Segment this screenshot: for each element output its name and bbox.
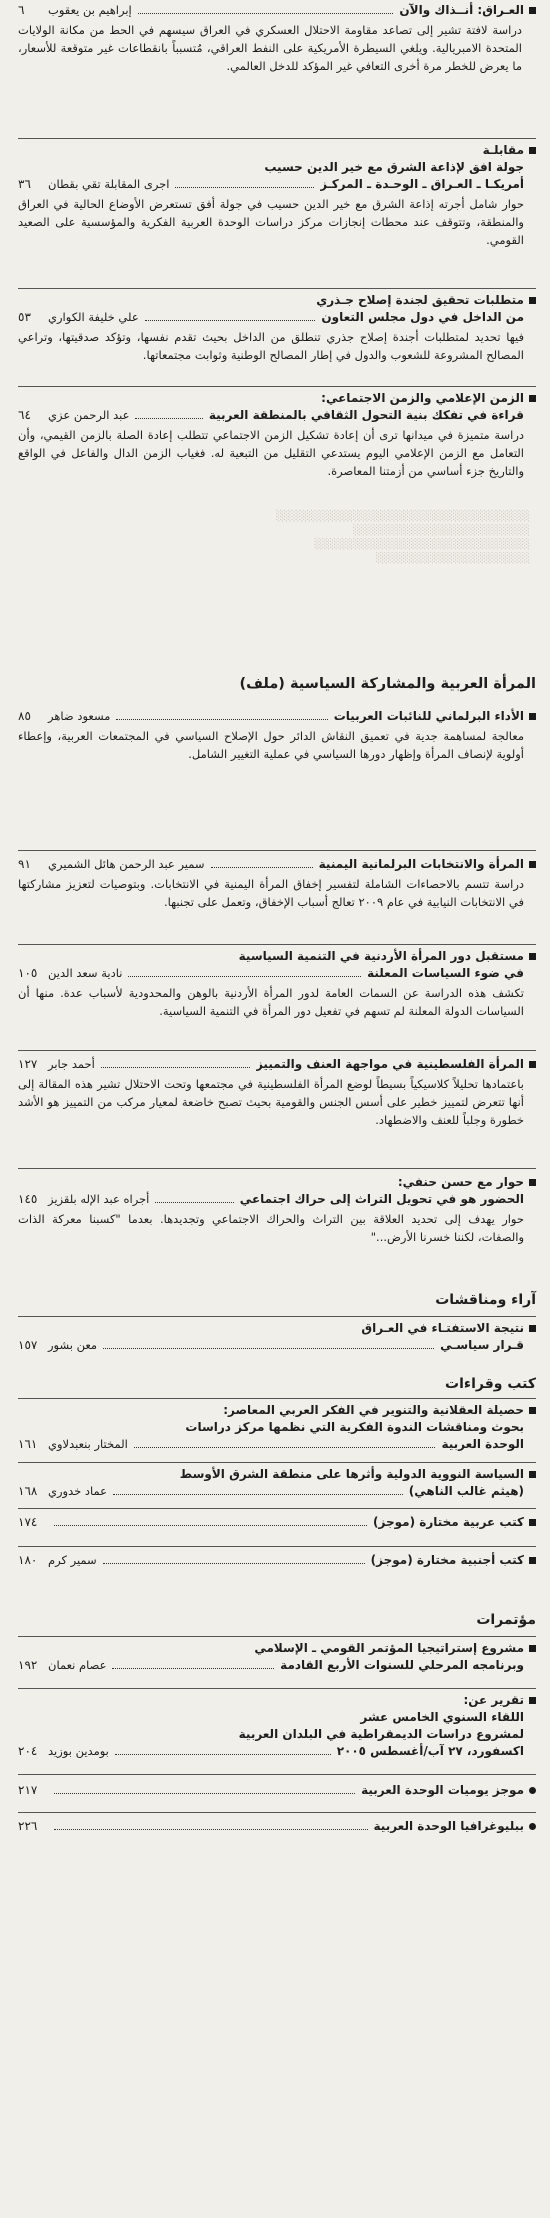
square-bullet-icon [529, 1697, 536, 1704]
toc-entry-women-1[interactable] [18, 708, 536, 763]
entry-author: سمير عبد الرحمن هائل الشميري [48, 857, 205, 871]
divider [18, 1462, 536, 1463]
entry-title: متطلبات تحقيق لجندة إصلاح جـذري [316, 293, 524, 307]
square-bullet-icon [529, 1557, 536, 1564]
entry-description: حوار شامل أجرته إذاعة الشرق مع خير الدين حسيب في جولة أفق تستعرض الأوضاع الحالية في العراق والمنطقة، وتتوقف عند محطات إنجازات مركز دراسات الوحدة العربية الفكرية والمؤسسية على الصعيد القومي. [18, 197, 524, 247]
entry-title: جولة افق لإذاعة الشرق مع خير الدين حسيب [264, 160, 524, 174]
leader-dots [115, 1745, 331, 1755]
entry-subtitle: اللقاء السنوي الخامس عشر [360, 1710, 524, 1724]
page-number: ٣٦ [18, 177, 31, 191]
leader-dots [135, 409, 202, 419]
entry-title: الحضور هو في تحويل التراث إلى حراك اجتماعي [239, 1192, 524, 1206]
round-bullet-icon [529, 1787, 536, 1794]
entry-author: إبراهيم بن يعقوب [48, 3, 132, 17]
entry-title: كتب أجنبية مختارة (موجز) [370, 1553, 524, 1567]
toc-entry-reform[interactable] [18, 292, 536, 364]
square-bullet-icon [529, 395, 536, 402]
entry-subtitle-2: الوحدة العربية [441, 1437, 524, 1451]
leader-dots [112, 1659, 274, 1669]
page-number: ١٠٥ [18, 966, 38, 980]
entry-subtitle: في ضوء السياسات المعلنة [367, 966, 524, 980]
entry-subtitle: قراءة في تفكك بنية التحول الثقافي بالمنطقة العربية [208, 408, 524, 422]
leader-dots [175, 178, 314, 188]
entry-description: دراسة لافتة تشير إلى تصاعد مقاومة الاحتلال العسكري في العراق سيسهم في الحط من مكانة الولايات المتحدة الامبريالية. ويلغي السيطرة الأمريكية على النفط العراقي، مُتسبباً بانقطاعات غير متوقعة للأسعار، ما يعرض للخطر مرة أخرى التعافي غير المؤكد للدخل العالمي. [18, 23, 522, 73]
entry-author: علي خليفة الكواري [48, 310, 139, 324]
leader-dots [54, 1516, 367, 1526]
toc-entry-interview-hanafi[interactable] [18, 1174, 536, 1246]
entry-title: مشروع إستراتيجيا المؤتمر القومي ـ الإسلامي [254, 1641, 524, 1655]
entry-author: نادية سعد الدين [48, 966, 123, 980]
entry-description: فيها تحديد لمتطلبات أجندة إصلاح جذري تنطلق من الداخل بحيث تقدم نفسها، وتؤكد صدقيتها، وتراعي المصالح المشروعة للشعوب والدول في إطار المصالح الوطنية وثوابت مجتمعاتها. [18, 330, 524, 362]
entry-author: أجراه عبد الإله بلقزيز [48, 1192, 150, 1206]
entry-title: ببليوغرافيا الوحدة العربية [373, 1819, 524, 1833]
entry-subtitle: أمريكـا ـ العـراق ـ الوحـدة ـ المركـز [320, 177, 524, 191]
square-bullet-icon [529, 297, 536, 304]
entry-author: معن بشور [48, 1338, 98, 1352]
toc-entry-women-4[interactable] [18, 1056, 536, 1129]
square-bullet-icon [529, 1179, 536, 1186]
divider [18, 1168, 536, 1169]
page-number: ٩١ [18, 857, 31, 871]
entry-description: تكشف هذه الدراسة عن السمات العامة لدور المرأة الأردنية بالوهن والمحدودية لأسباب عدة. منها أن السياسات الدولة المعلنة لم تسهم في تفعيل دور المرأة في التنمية السياسية. [18, 986, 524, 1018]
section-heading: مقابلـة [482, 143, 524, 157]
page-number: ١٦١ [18, 1437, 38, 1451]
page-number: ١٨٠ [18, 1553, 38, 1567]
section-heading-opinions: آراء ومناقشات [435, 1292, 536, 1308]
toc-entry-referendum[interactable] [18, 1320, 536, 1354]
page-number: ٦ [18, 3, 25, 17]
entry-title: نتيجة الاستفتـاء في العـراق [361, 1321, 524, 1335]
divider [18, 1774, 536, 1775]
toc-entry-book-4[interactable] [18, 1552, 536, 1569]
entry-subtitle-2: لمشروع دراسات الديمقراطية في البلدان العربية [238, 1727, 524, 1741]
entry-description: حوار يهدف إلى تحديد العلاقة بين التراث والحراك الاجتماعي وتجديدها. بعدما "كسبنا معركة الذات والصفات، لكننا خسرنا الأرض..." [18, 1212, 524, 1244]
entry-title: مستقبل دور المرأة الأردنية في التنمية السياسية [238, 949, 524, 963]
page-number: ٦٤ [18, 408, 31, 422]
entry-author: عبد الرحمن عزي [48, 408, 130, 422]
entry-title: تقرير عن: [463, 1693, 524, 1707]
section-heading-women-file: المرأة العربية والمشاركة السياسية (ملف) [239, 676, 536, 692]
entry-title: موجز يوميات الوحدة العربية [361, 1783, 524, 1797]
entry-title: السياسة النووية الدولية وأثرها على منطقة الشرق الأوسط [179, 1467, 524, 1481]
leader-dots [134, 1438, 436, 1448]
leader-dots [155, 1193, 233, 1203]
divider [18, 944, 536, 945]
leader-dots [103, 1339, 434, 1349]
page-number: ١٩٢ [18, 1658, 38, 1672]
square-bullet-icon [529, 713, 536, 720]
entry-description: معالجة لمساهمة جدية في تعميق النقاش الدائر حول الإصلاح السياسي في المجتمعات العربية، وإعطاء أولوية لإنصاف المرأة وإظهار دورها السياسي في عملية التغيير الشامل. [18, 729, 524, 761]
entry-subtitle: قـرار سياسـي [440, 1338, 524, 1352]
page-number: ١٥٧ [18, 1338, 38, 1352]
square-bullet-icon [529, 1471, 536, 1478]
leader-dots [145, 311, 316, 321]
entry-author: المختار بنعبدلاوي [48, 1437, 128, 1451]
page-number: ٢١٧ [18, 1783, 38, 1797]
square-bullet-icon [529, 1519, 536, 1526]
divider [18, 1508, 536, 1509]
entry-subtitle: بحوث ومناقشات الندوة الفكرية التي نظمها مركز دراسات [185, 1420, 524, 1434]
entry-description: دراسة تتسم بالاحصاءات الشاملة لتفسير إخفاق المرأة اليمنية في الانتخابات. وبتوصيات لتعزيز مشاركتها في الانتخابات النيابية في عام ٢٠٠٩ تعالج أسباب الإخفاق، وتعمل على تجنبها. [18, 877, 524, 909]
entry-description: دراسة متميزة في ميدانها ترى أن إعادة تشكيل الزمن الاجتماعي تتطلب إعادة الصلة بالزمن القيمي، وأن التعامل مع الزمن الإعلامي اليوم يستدعي التقليل من التبعية له. فغياب الزمن الدال والفاعل في الواقع والتاريخ جزء أساسي من أزمتنا المعاصرة. [18, 428, 524, 478]
toc-entry-women-3[interactable] [18, 948, 536, 1020]
divider [18, 1398, 536, 1399]
entry-author: عصام نعمان [48, 1658, 107, 1672]
leader-dots [54, 1820, 368, 1830]
entry-title: كتب عربية مختارة (موجز) [373, 1515, 524, 1529]
square-bullet-icon [529, 1061, 536, 1068]
toc-entry-conference-1[interactable] [18, 1640, 536, 1674]
entry-subtitle: (هيثم غالب الناهي) [408, 1484, 524, 1498]
divider [18, 1546, 536, 1547]
entry-title: المرأة الفلسطينية في مواجهة العنف والتمييز [255, 1057, 524, 1071]
page-bleed-through: ░░░░░░░░░░░░░░░░░░░░░░░░░░░░░░░░░ ░░░░░░░░░░░░░░░░░░░░░░░ ░░░░░░░░░░░░░░░░░░░░░░░░░░░░ ░░░░░░░░░░░░░░░░░░░░ [276, 511, 530, 564]
square-bullet-icon [529, 1325, 536, 1332]
leader-dots [113, 1485, 403, 1495]
leader-dots [128, 967, 361, 977]
divider [18, 138, 536, 139]
toc-entry-women-2[interactable] [18, 856, 536, 911]
page-number: ١٦٨ [18, 1484, 38, 1498]
divider [18, 1636, 536, 1637]
page-number: ١٤٥ [18, 1192, 38, 1206]
leader-dots [101, 1058, 250, 1068]
entry-title: المرأة والانتخابات البرلمانية اليمنية [318, 857, 524, 871]
section-heading: حوار مع حسن حنفي: [397, 1175, 524, 1189]
leader-dots [138, 4, 394, 14]
square-bullet-icon [529, 147, 536, 154]
divider [18, 288, 536, 289]
square-bullet-icon [529, 7, 536, 14]
entry-title: العـراق: أنــذاك والآن [399, 3, 524, 17]
toc-entry-conference-2[interactable] [18, 1692, 536, 1760]
page-number: ٥٣ [18, 310, 31, 324]
page-number: ٢٢٦ [18, 1819, 38, 1833]
toc-entry-bibliography[interactable] [18, 1818, 536, 1835]
entry-author: اجرى المقابلة تقي بقطان [48, 177, 170, 191]
page-number: ٢٠٤ [18, 1744, 38, 1758]
round-bullet-icon [529, 1823, 536, 1830]
entry-subtitle: وبرنامجه المرحلي للسنوات الأربع القادمة [280, 1658, 524, 1672]
divider [18, 1050, 536, 1051]
entry-author: سمير كرم [48, 1553, 97, 1567]
leader-dots [103, 1554, 365, 1564]
leader-dots [211, 858, 313, 868]
toc-entry-diary[interactable] [18, 1782, 536, 1799]
entry-author: عماد خدوري [48, 1484, 108, 1498]
entry-title: حصيلة العقلانية والتنوير في الفكر العربي المعاصر: [223, 1403, 524, 1417]
toc-entry-iraq[interactable] [18, 2, 536, 75]
entry-title: الزمن الإعلامي والزمن الاجتماعي: [321, 391, 524, 405]
divider [18, 1812, 536, 1813]
divider [18, 850, 536, 851]
entry-author: مسعود ضاهر [48, 709, 111, 723]
entry-title: الأداء البرلماني للنائبات العربيات [333, 709, 524, 723]
entry-author: أحمد جابر [48, 1057, 95, 1071]
toc-entry-book-2[interactable] [18, 1466, 536, 1500]
square-bullet-icon [529, 1407, 536, 1414]
toc-entry-book-1[interactable] [18, 1402, 536, 1453]
divider [18, 386, 536, 387]
page-number: ٨٥ [18, 709, 31, 723]
section-heading-books: كتب وقراءات [445, 1376, 536, 1392]
page-number: ١٧٤ [18, 1515, 38, 1529]
divider [18, 1688, 536, 1689]
leader-dots [116, 710, 327, 720]
square-bullet-icon [529, 1645, 536, 1652]
divider [18, 1316, 536, 1317]
leader-dots [54, 1784, 355, 1794]
entry-subtitle: من الداخل في دول مجلس التعاون [321, 310, 524, 324]
section-heading-conferences: مؤتمرات [476, 1612, 536, 1628]
toc-entry-book-3[interactable] [18, 1514, 536, 1531]
square-bullet-icon [529, 861, 536, 868]
toc-entry-interview-hasib[interactable] [18, 142, 536, 249]
toc-entry-media[interactable] [18, 390, 536, 480]
entry-author: بومدين بوزيد [48, 1744, 109, 1758]
square-bullet-icon [529, 953, 536, 960]
entry-description: باعتمادها تحليلاً كلاسيكياً بسيطاً لوضع المرأة الفلسطينية في مجتمعها وتحت الاحتلال تشير هذه المقالة إلى أنها تتعرض لتمييز خطير على أسس الجنس والقومية بحيث تصبح خاضعة لمعيار مركب من التمييز هو الأشد خطورة وجلباً للعنف والاضطهاد. [18, 1077, 524, 1127]
entry-date-line: اكسفورد، ٢٧ آب/أغسطس ٢٠٠٥ [336, 1744, 524, 1758]
page-number: ١٢٧ [18, 1057, 38, 1071]
